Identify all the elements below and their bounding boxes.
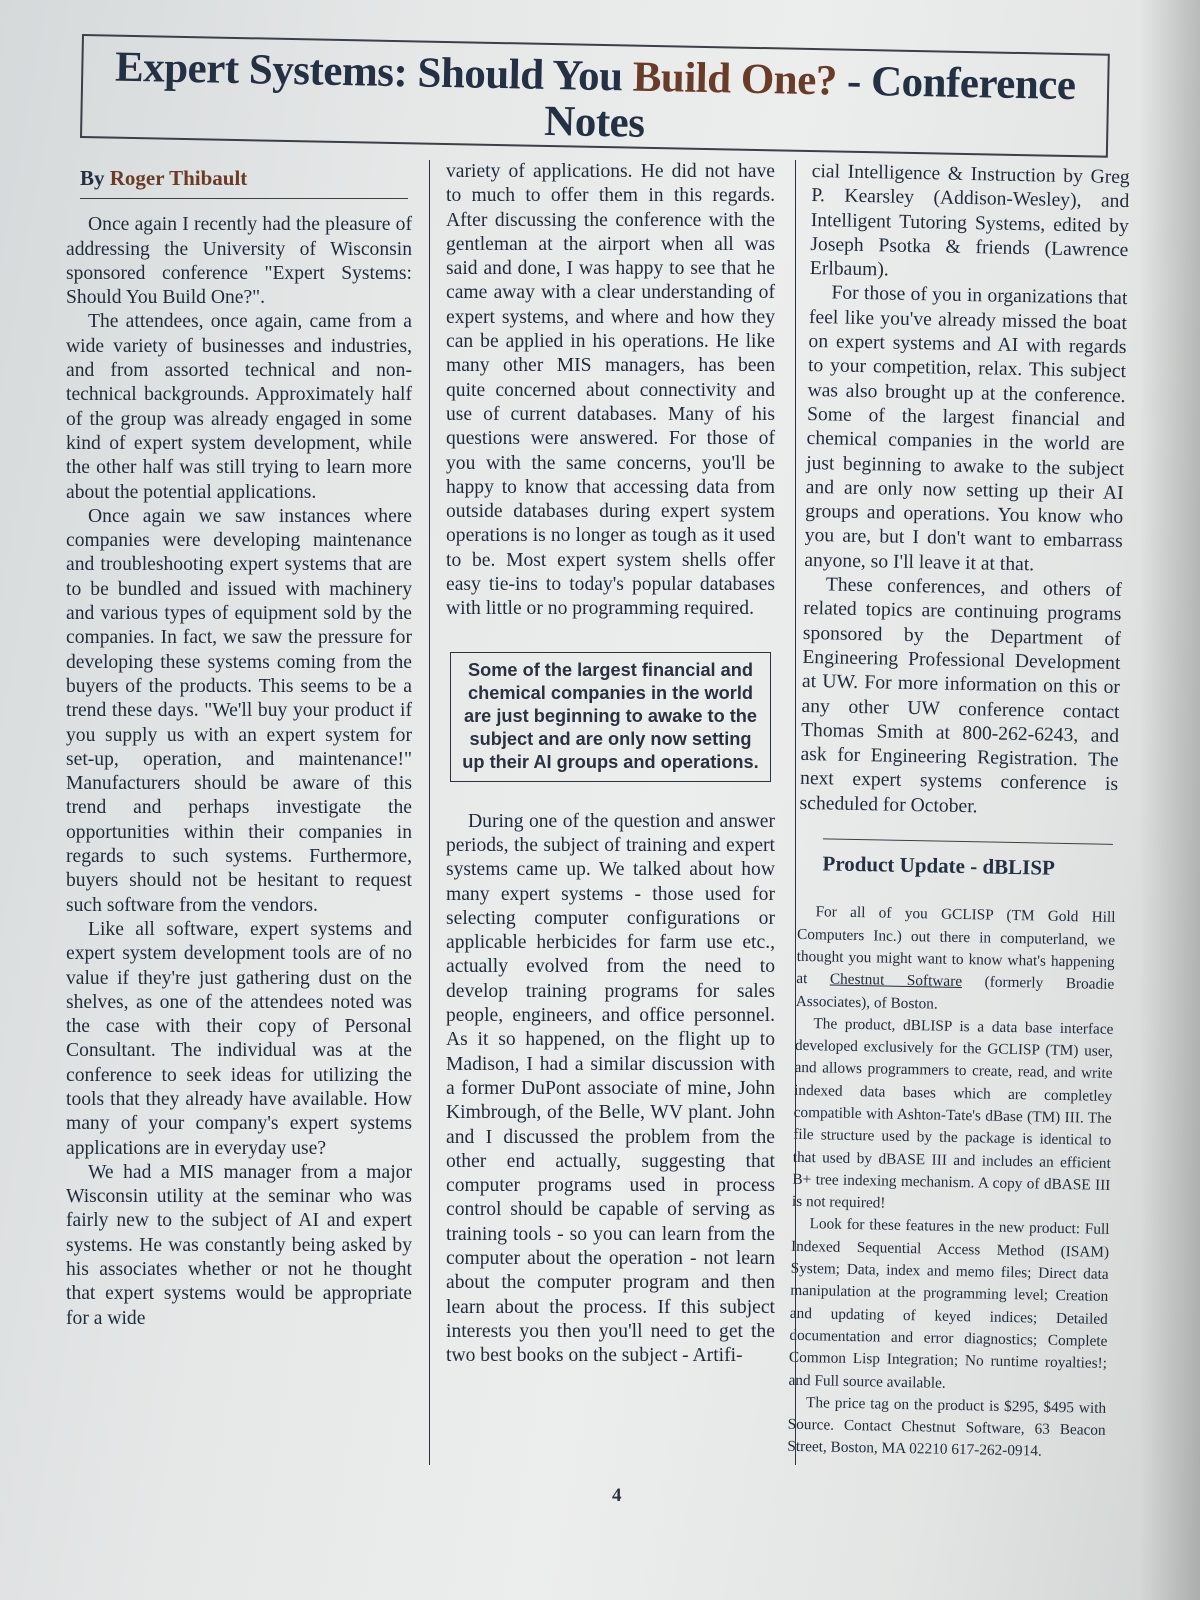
byline: By Roger Thibault xyxy=(80,166,248,190)
column-rule-1 xyxy=(429,160,430,1465)
paragraph: Like all software, expert systems and expert system development tools are of no value if they're just gathering dust on the shelves, as one of the attendees noted was the case with their copy of Personal Consultant. The individual was at the conference to seek ideas for utilizing the tools that they already have available. How many of your company's expert systems applications are in everyday use? xyxy=(66,918,412,1159)
paragraph: Look for these features in the new product: Full Indexed Sequential Access Method (ISAM) System; Data, index and memo files; Direct data manipulation at the programming level; Creation and updating of keyed indices; Detailed documentation and error diagnostics; Complete Common Lisp Integration; No runtime royalties!; and Full source available. xyxy=(788,1215,1110,1392)
paragraph: The product, dBLISP is a data base interface developed exclusively for the GCLISP (TM) user, and allows programmers to create, read, and write indexed data bases which are completley compatible with Ashton-Tate's dBase (TM) III. The file structure used by the package is identical to that used by dBASE III and includes an efficient B+ tree indexing mechanism. A copy of dBASE III is not required! xyxy=(791,1014,1114,1212)
article-title-line-2: Notes xyxy=(543,97,645,147)
article-title-box xyxy=(80,34,1110,158)
paragraph: During one of the question and answer periods, the subject of training and expert systems came up. We talked about how many expert systems - those used for selecting computer configurations or applicable herbicides for farm use etc., actually evolved from the need to develop training programs for sales people, engineers, and office personnel. As it so happened, on the flight up to Madison, I had a similar discussion with a former DuPont associate of mine, John Kimbrough, of the Belle, WV plant. John and I discussed the problem from the other end actually, suggesting that computer programs used in process control should be capable of serving as training tools - so you can learn from the computer about the operation - not learn about the computer program and then learn about the process. If this subject interests you then you'll need to get the two best books on the subject - Artifi- xyxy=(446,810,775,1367)
company-name: Chestnut Software xyxy=(829,970,963,991)
paragraph: For all of you GCLISP (TM Gold Hill Computers Inc.) out there in computerland, we thought you might want to know what's happening at Chestnut Software (formerly Broadie Associates), of Boston. xyxy=(795,903,1116,1013)
paragraph: The attendees, once again, came from a wide variety of businesses and industries, and from assorted technical and non-technical backgrounds. Approximately half of the group was already engaged in some kind of expert system development, while the other half was still trying to learn more about the potential applications. xyxy=(66,311,412,503)
byline-divider xyxy=(80,198,408,199)
paragraph: Once again I recently had the pleasure of addressing the University of Wisconsin sponsored conference "Expert Systems: Should You Build One?". xyxy=(66,214,412,309)
paragraph: For those of you in organizations that feel like you've already missed the boat on expert systems and AI with regards to your competition, relax. This subject was also brought up at the conference. Some of the largest financial and chemical companies in the world are just beginning to awake to the subject and are only now setting up their AI groups and operations. You know who you are, but I don't want to embarrass anyone, so I'll leave it at that. xyxy=(804,282,1128,576)
paragraph: These conferences, and others of related topics are continuing programs sponsored by the Department of Engineering Professional Development at UW. For more information on this or any other UW conference contact Thomas Smith at 800-262-6243, and ask for Engineering Registration. The next expert systems conference is scheduled for October. xyxy=(799,574,1122,818)
product-update-body xyxy=(787,901,1116,1464)
section-divider xyxy=(823,838,1113,845)
paragraph: cial Intelligence & Instruction by Greg P. Kearsley (Addison-Wesley), and Intelligent Tutoring Systems, edited by Joseph Psotka & friends (Lawrence Erlbaum). xyxy=(809,160,1130,281)
paragraph: We had a MIS manager from a major Wisconsin utility at the seminar who was fairly new to the subject of AI and expert systems. He was constantly being asked by his associates whether or not he thought that expert systems would be appropriate for a wide xyxy=(66,1161,412,1329)
article-column-3 xyxy=(787,160,1130,1465)
paragraph: Once again we saw instances where companies were developing maintenance and troubleshooting expert systems that are to be bundled and issued with machinery and various types of equipment sold by the companies. In fact, we saw the pressure for developing these systems coming from the buyers of the products. This seems to be a trend these days. "We'll buy your product if you supply us with an expert system for set-up, operation, and maintenance!" Manufacturers should be aware of this trend and perhaps investigate the opportunities within their companies in regards to such systems. Furthermore, buyers should not be hesitant to request such software from the vendors. xyxy=(66,505,412,916)
article-column-2 xyxy=(446,160,775,1368)
page-edge-shadow xyxy=(1140,0,1200,1600)
product-update-heading: Product Update - dBLISP xyxy=(822,851,1056,880)
article-column-1 xyxy=(66,160,412,1331)
pull-quote: Some of the largest financial and chemical companies in the world are just beginning to awake to the subject and are only now setting up their AI groups and operations. xyxy=(450,652,771,782)
paragraph: variety of applications. He did not have to much to offer them in this regards. After discussing the conference with the gentleman at the airport when all was said and done, I was happy to see that he came away with a clear understanding of expert systems, and where and how they can be applied in his operations. He like many other MIS managers, has been quite concerned about connectivity and use of current databases. Many of his questions were answered. For those of you with the same concerns, you'll be happy to know that accessing data from outside databases during expert system operations is no longer as tough as it used to be. Most expert system shells offer easy tie-ins to today's popular databases with little or no programming required. xyxy=(446,161,775,620)
paragraph: The price tag on the product is $295, $495 with Source. Contact Chestnut Software, 63 Beacon Street, Boston, MA 02210 617-262-0914. xyxy=(787,1393,1107,1461)
article-title-line-1: Expert Systems: Should You Build One? - Conference xyxy=(114,43,1076,110)
page-number: 4 xyxy=(612,1485,622,1506)
